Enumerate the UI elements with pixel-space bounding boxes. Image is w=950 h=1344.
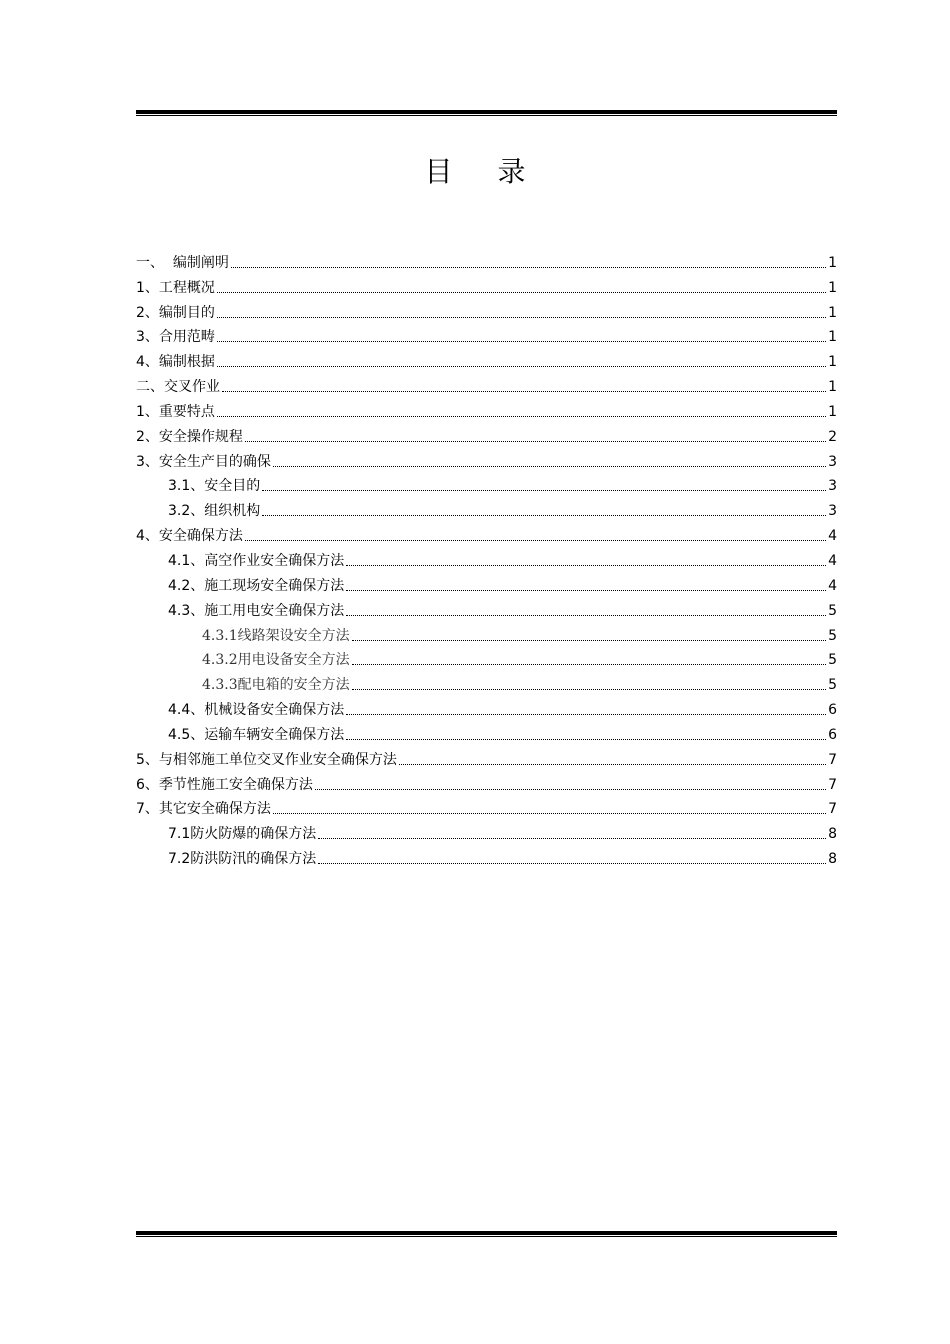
toc-entry[interactable] [136,521,837,546]
toc-page-number: 2 [828,428,837,445]
toc-entry[interactable] [136,496,837,521]
toc-page-number: 3 [828,453,837,470]
toc-entry-label: 7.2防洪防汛的确保方法 [168,851,317,868]
toc-entry-label: 1、重要特点 [136,403,215,420]
toc-entry-label: 4、安全确保方法 [136,528,243,545]
toc-entry-label: 4.4、机械设备安全确保方法 [168,702,345,719]
toc-entry-label: 4.1、高空作业安全确保方法 [168,552,345,569]
toc-entry-label: 4.2、施工现场安全确保方法 [168,577,345,594]
toc-entry-label: 3、安全生产目的确保 [136,453,271,470]
table-of-contents [136,248,837,869]
toc-dot-leader [217,366,826,367]
toc-dot-leader [245,441,826,442]
toc-entry[interactable] [136,621,837,646]
toc-dot-leader [346,590,826,591]
toc-entry-label: 3.1、安全目的 [168,478,261,495]
toc-dot-leader [346,615,826,616]
toc-page-number: 1 [828,329,837,346]
toc-entry[interactable] [136,670,837,695]
toc-dot-leader [217,317,826,318]
toc-page-number: 1 [828,354,837,371]
toc-dot-leader [245,540,826,541]
toc-entry[interactable] [136,646,837,671]
page-title: 目 录 [424,155,544,188]
toc-dot-leader [399,764,826,765]
toc-dot-leader [352,689,826,690]
toc-entry[interactable] [136,596,837,621]
toc-dot-leader [352,640,826,641]
toc-entry-label: 二、交叉作业 [136,379,220,396]
toc-page-number: 7 [828,801,837,818]
toc-entry[interactable] [136,447,837,472]
header-rule [136,110,837,116]
toc-page-number: 5 [828,677,837,694]
toc-entry-label: 4.5、运输车辆安全确保方法 [168,726,345,743]
toc-entry-label: 1、工程概况 [136,279,215,296]
toc-dot-leader [318,838,826,839]
toc-page-number: 3 [828,503,837,520]
toc-entry[interactable] [136,323,837,348]
toc-page-number: 4 [828,577,837,594]
toc-dot-leader [346,714,826,715]
toc-entry-label: 5、与相邻施工单位交叉作业安全确保方法 [136,751,397,768]
toc-entry-label: 4.3.1线路架设安全方法 [202,627,350,644]
toc-page-number: 1 [828,379,837,396]
toc-entry-label: 4.3.3配电箱的安全方法 [202,677,350,694]
toc-page-number: 6 [828,726,837,743]
toc-entry[interactable] [136,347,837,372]
toc-entry[interactable] [136,720,837,745]
toc-entry[interactable] [136,546,837,571]
toc-dot-leader [262,490,826,491]
toc-entry[interactable] [136,571,837,596]
toc-dot-leader [346,739,826,740]
toc-entry-label: 2、安全操作规程 [136,428,243,445]
toc-entry-label: 4.3.2用电设备安全方法 [202,652,350,669]
toc-entry-label: 一、 编制阐明 [136,254,229,271]
toc-page-number: 7 [828,776,837,793]
toc-page-number: 1 [828,304,837,321]
toc-dot-leader [273,466,826,467]
toc-entry[interactable] [136,472,837,497]
toc-dot-leader [352,664,826,665]
toc-page-number: 1 [828,279,837,296]
toc-entry-label: 2、编制目的 [136,304,215,321]
toc-dot-leader [346,565,826,566]
toc-entry-label: 3、合用范畴 [136,329,215,346]
toc-page-number: 4 [828,528,837,545]
toc-page-number: 1 [828,254,837,271]
toc-page-number: 3 [828,478,837,495]
toc-entry[interactable] [136,695,837,720]
toc-page-number: 5 [828,627,837,644]
footer-rule [136,1231,837,1237]
toc-entry[interactable] [136,248,837,273]
toc-entry-label: 4.3、施工用电安全确保方法 [168,602,345,619]
toc-entry[interactable] [136,372,837,397]
toc-entry-label: 3.2、组织机构 [168,503,261,520]
toc-dot-leader [217,341,826,342]
toc-entry[interactable] [136,422,837,447]
toc-page-number: 4 [828,552,837,569]
toc-page-number: 7 [828,751,837,768]
toc-dot-leader [315,789,826,790]
toc-entry[interactable] [136,795,837,820]
toc-dot-leader [318,863,826,864]
toc-entry[interactable] [136,273,837,298]
toc-dot-leader [217,292,826,293]
toc-dot-leader [222,391,826,392]
toc-entry[interactable] [136,819,837,844]
toc-entry-label: 6、季节性施工安全确保方法 [136,776,313,793]
toc-entry[interactable] [136,397,837,422]
toc-dot-leader [217,416,826,417]
toc-page-number: 5 [828,602,837,619]
toc-entry[interactable] [136,298,837,323]
toc-entry-label: 7、其它安全确保方法 [136,801,271,818]
toc-entry[interactable] [136,770,837,795]
toc-page-number: 8 [828,826,837,843]
toc-entry[interactable] [136,745,837,770]
toc-entry-label: 4、编制根据 [136,354,215,371]
toc-page-number: 8 [828,851,837,868]
toc-page-number: 1 [828,403,837,420]
toc-page-number: 5 [828,652,837,669]
toc-entry-label: 7.1防火防爆的确保方法 [168,826,317,843]
toc-entry[interactable] [136,844,837,869]
toc-dot-leader [262,515,826,516]
toc-dot-leader [231,267,826,268]
toc-page-number: 6 [828,702,837,719]
toc-dot-leader [273,813,826,814]
